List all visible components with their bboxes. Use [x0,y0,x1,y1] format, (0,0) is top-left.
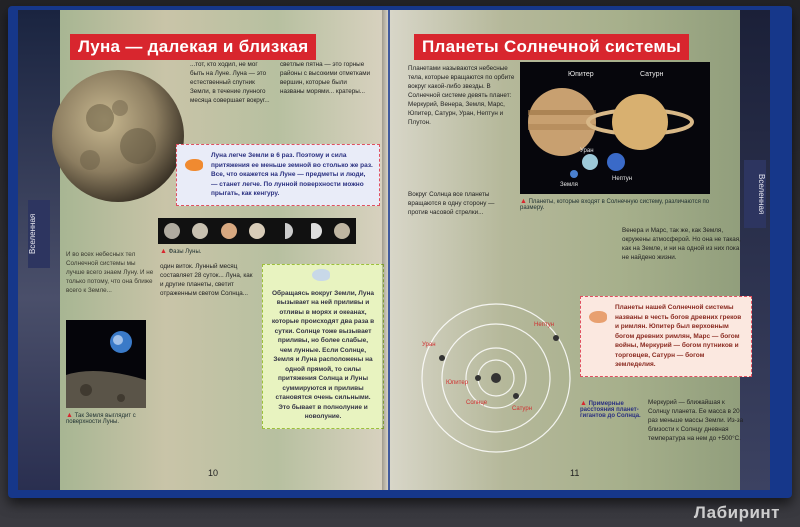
venus-mars-text: Венера и Марс, так же, как Земля, окружены атмосферой. Но она не такая, как на Земле, и ни на одной из них пока не найдено жизни. [622,227,741,261]
right-intro-text: Планетами называются небесные тела, которые вращаются по орбите вокруг какой-либо звезды. В Солнечной системе девять планет: Меркурий, Венера, Земля, Марс, Юпитер, Сатурн, Уран, Нептун и Плутон. [408,65,515,126]
orbit-label: Нептун [534,322,555,328]
orbit-diagram-caption-text: Примерные расстояния планет-гигантов до Солнца. [580,401,641,419]
left-body-text: И во всех небесных тел Солнечной системы мы лучше всего знаем Луну. И не только потому, что она ближе всего к Земле... [66,251,154,294]
right-page-number: 11 [570,468,580,478]
left-column-two-text: светлые пятна — это горные районы с высокими отметками вершин, которые были названы морями... кратеры... [280,61,371,95]
planets-photo-caption: ▲ Планеты, которые входят в Солнечную систему, различаются по размеру. [520,198,710,211]
tides-callout [262,264,384,429]
planet-icon [312,269,330,281]
right-page [390,10,770,490]
earth-photo-caption-text: Так Земля выглядит с поверхности Луны. [66,413,136,425]
earth-photo-caption: ▲ Так Земля выглядит с поверхности Луны. [66,412,136,425]
orbit-label: Юпитер [446,380,469,386]
neptune-label: Нептун [612,176,633,182]
earth-label: Земля [560,182,578,188]
right-body-text: Вокруг Солнца все планеты вращаются в одну сторону — против часовой стрелки... [408,191,495,216]
watermark-logo: Лабиринт [693,503,780,522]
left-intro-text: ...тот, кто ходил, не мог быть на Луне. Луна — это естественный спутник Земли, в течение лунного месяца совершает вокруг... [190,61,270,104]
orbit-label: Сатурн [512,406,533,412]
right-page-heading: Планеты Солнечной системы [414,34,689,60]
moon-weight-callout-text: Луна легче Земли в 6 раз. Поэтому и сила притяжения ее меньше земной во столько же раз. Все, что окажется на Луне — предметы и люди, — станет легче. По лунной поверхности можно прыгать, как кенгуру. [211,152,373,197]
tides-callout-text: Обращаясь вокруг Земли, Луна вызывает на ней приливы и отливы в морях и океанах, которые происходят два раза в сутки. Солнце тоже вызывает приливы, но более слабые, чем лунные. Если Солнце, Земля и Луна расположены на одной прямой, то силы притяжения Солнца и Луны суммируются и приливы становятся очень сильными. Это бывает в полнолуние и новолуние. [271,289,375,420]
orbit-diagram [416,298,576,458]
orbit-label: Уран [422,342,436,348]
moon-phase [306,223,322,239]
saturn-label: Сатурн [640,71,664,78]
left-page-heading: Луна — далекая и близкая [70,34,316,60]
giant-planets-photo [520,62,710,194]
left-page [18,10,388,490]
moon-phase [164,223,180,239]
moon-phases-strip [158,218,356,244]
left-body-middle-text: один виток. Лунный месяц составляет 28 суток... Луна, как и другие планеты, светит отраженным светом Солнца... [160,263,253,297]
moon-phase [334,223,350,239]
full-moon-image [50,68,186,204]
phases-caption: ▲ Фазы Луны. [160,248,202,255]
earth-from-moon-image [66,320,146,408]
right-side-tab: Вселенная [744,160,766,228]
planet-names-callout-text: Планеты нашей Солнечной системы названы в честь богов древних греков и римлян. Юпитер был верховным богом древних римлян, Марс — богом войны, Меркурий — богом путников и торговцев, Сатурн — богом земледелия. [615,304,742,368]
moon-weight-callout [176,144,380,206]
orbit-label: Солнце [466,400,488,406]
moon-phase [221,223,237,239]
moon-phase [192,223,208,239]
uranus-label: Уран [580,148,594,154]
moon-phase [249,223,265,239]
left-page-number: 10 [208,468,219,478]
planets-photo-caption-text: Планеты, которые входят в Солнечную систему, различаются по размеру. [520,199,710,211]
phases-caption-text: Фазы Луны. [168,249,202,255]
planet-icon [589,311,607,323]
left-side-tab: Вселенная [28,200,50,268]
fish-icon [185,159,203,171]
moon-phase [277,223,293,239]
giant-planets-image [520,62,710,194]
planet-names-callout [580,296,752,377]
jupiter-label: Юпитер [568,71,594,78]
mercury-text: Меркурий — ближайшая к Солнцу планета. Ее масса в 20 раз меньше массы Земли. Из-за близости к Солнцу дневная температура на нем до +500°C. [648,399,744,442]
orbit-diagram-caption: ▲ Примерные расстояния планет-гигантов до Солнца. [580,400,641,419]
earth-from-moon-photo [66,320,146,408]
